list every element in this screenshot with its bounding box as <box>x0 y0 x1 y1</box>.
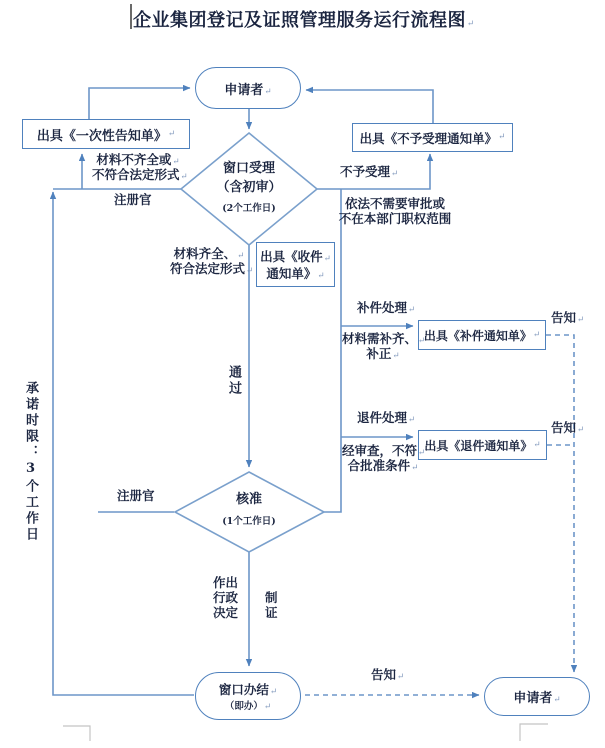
label-materials-complete: 材料齐全、↵ 符合法定形式↵ <box>170 246 254 276</box>
node-return-notice: 出具《退件通知单》 ↵ <box>418 430 547 460</box>
text-cursor <box>130 4 132 29</box>
frame-mark-left <box>63 726 90 741</box>
label-inform-return: 告知↵ <box>551 420 585 435</box>
page-title: 企业集团登记及证照管理服务运行流程图↵ <box>133 10 475 31</box>
node-receipt-notice: 出具《收件 ↵ 通知单》 ↵ <box>256 242 335 287</box>
node-applicant-bottom: 申请者 ↵ <box>484 677 590 716</box>
arrow-onetime-to-applicant <box>89 88 190 119</box>
node-not-accept-notice: 出具《不予受理通知单》 ↵ <box>352 123 513 152</box>
dashed-supplement-inform <box>546 335 574 672</box>
label-registrar-top: 注册官 <box>114 192 152 207</box>
label-make-decision: 作出 行政 决定 <box>213 575 239 620</box>
label-registrar-bottom: 注册官 <box>117 488 155 503</box>
node-applicant-top: 申请者 ↵ <box>195 67 301 109</box>
node-one-time-notice: 出具《一次性告知单》 ↵ <box>22 119 190 149</box>
label-supplement-process: 补件处理↵ <box>357 300 416 315</box>
frame-mark-right <box>520 724 548 741</box>
label-no-need-approval: 依法不需要审批或 不在本部门职权范围 <box>338 196 452 226</box>
label-make-certificate: 制 证 <box>265 590 278 620</box>
label-return-process: 退件处理↵ <box>357 410 416 425</box>
line-right-rail <box>324 189 341 512</box>
node-approve-label: 核准 (1个工作日) <box>222 492 276 527</box>
arrow-notaccept-to-applicant <box>306 90 433 123</box>
label-inform-supplement: 告知↵ <box>551 310 585 325</box>
label-pass: 通过 <box>226 365 241 397</box>
node-supplement-notice: 出具《补件通知单》 ↵ <box>418 320 546 350</box>
node-window-accept-label: 窗口受理 （含初审） (2个工作日) <box>216 161 282 214</box>
label-not-accept: 不予受理↵ <box>340 164 399 179</box>
label-inform-bottom: 告知↵ <box>371 667 405 682</box>
label-promise-limit: 承诺时限：3个工作日 <box>23 381 38 543</box>
node-window-done: 窗口办结 ↵ （即办） ↵ <box>195 672 301 720</box>
label-return-reason: 经审查，不符↵ 合批准条件↵ <box>342 443 426 473</box>
label-materials-incomplete: 材料不齐全或↵ 不符合法定形式↵ <box>92 152 188 182</box>
label-supplement-need: 材料需补齐、↵ 补正↵ <box>342 331 426 361</box>
